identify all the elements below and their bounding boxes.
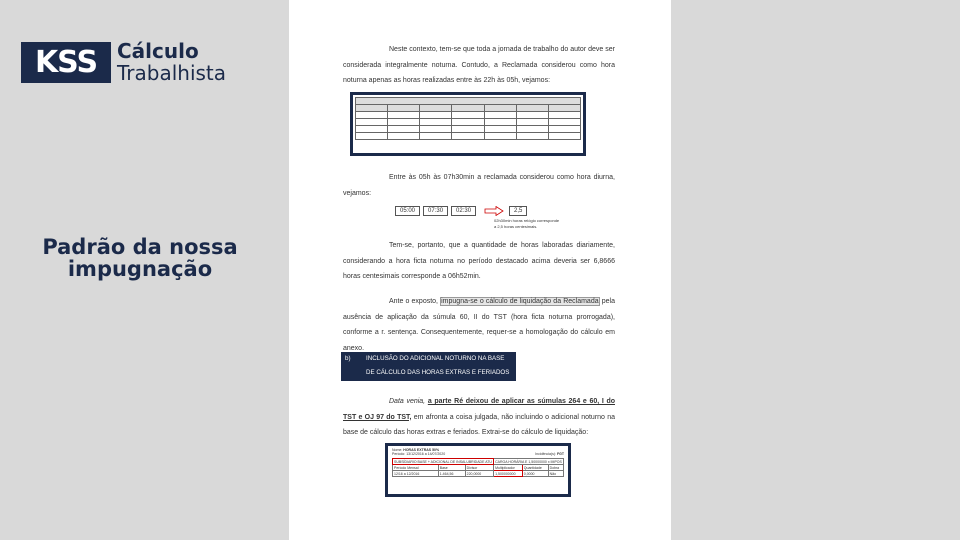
calc-col-period: Período Mensal bbox=[393, 465, 439, 471]
section-title bbox=[366, 352, 509, 380]
paragraph-4 bbox=[343, 294, 615, 356]
paragraph-5 bbox=[343, 394, 615, 441]
left-panel bbox=[0, 0, 289, 540]
flow-cell-diff: 02:30 bbox=[451, 206, 476, 216]
brand-logo bbox=[21, 40, 226, 84]
paragraph-5-start: Data venia, bbox=[389, 398, 426, 405]
flow-note-line1: 02h30min horas relógio corresponde bbox=[494, 218, 560, 223]
paragraph-4-start: Ante o exposto, bbox=[389, 298, 438, 305]
calc-incidence-value: FGT bbox=[557, 452, 564, 456]
calc-col-base: Base bbox=[438, 465, 465, 471]
calc-col-divisor: Divisor bbox=[465, 465, 493, 471]
logo-mark: KSS bbox=[21, 42, 111, 83]
paragraph-1: Neste contexto, tem-se que toda a jornada de trabalho do autor deve ser considerada integralmente noturna. Contudo, a Reclamada considerou como hora noturna apenas as horas realizadas entre às 22h às 05h, vejamos: bbox=[343, 46, 615, 84]
calc-cell-double: Não bbox=[548, 471, 563, 477]
paragraph-3: Tem-se, portanto, que a quantidade de horas laboradas diariamente, considerando a hora ficta noturna no período destacado acima deveria ser 6,8666 horas centesimais corresponde a 06h52min. bbox=[343, 242, 615, 280]
calc-col-multiplier: Multiplicador bbox=[494, 465, 523, 471]
calc-name-label: Nome: bbox=[392, 448, 403, 452]
calc-period-label: Período: bbox=[392, 452, 406, 456]
calc-col-double: Dobra bbox=[548, 465, 563, 471]
brand-name-line2: Trabalhista bbox=[117, 61, 227, 85]
flow-cell-end: 07:30 bbox=[423, 206, 448, 216]
calc-header-base: SUBSÍDIARIO BASE + ADICIONAL DE INSALUBRIDADE ATU bbox=[394, 459, 492, 464]
calc-incidence-label: Incidência(s): bbox=[535, 452, 557, 456]
flow-note-line2: a 2,5 horas centesimais. bbox=[494, 224, 538, 229]
calc-name-value: HORAS EXTRAS 50% bbox=[403, 448, 440, 452]
calc-cell-divisor: 220,0000 bbox=[465, 471, 493, 477]
brand-name-line1: Cálculo bbox=[117, 39, 199, 63]
calc-col-quantity: Quantidade bbox=[522, 465, 548, 471]
calc-table bbox=[392, 458, 564, 477]
calc-cell-base: 1.464,56 bbox=[438, 471, 465, 477]
flow-note bbox=[494, 218, 559, 230]
paragraph-5-underlined: a parte Ré deixou de aplicar as súmulas 264 e 60, I do TST e OJ 97 do TST, bbox=[343, 398, 615, 421]
section-title-line2: DE CÁLCULO DAS HORAS EXTRAS E FERIADOS bbox=[366, 369, 510, 376]
paragraph-5-end: em afronta a coisa julgada, não incluindo o adicional noturno na base de cálculo das horas extras e feriados. Extrai-se do cálculo de liquidação: bbox=[343, 413, 615, 436]
calc-cell-quantity: 0,0000 bbox=[522, 471, 548, 477]
calc-cell-multiplier: 1,500000000 bbox=[494, 471, 523, 477]
schedule-table-image bbox=[350, 92, 586, 156]
arrow-right-icon bbox=[484, 206, 504, 216]
calculation-image bbox=[385, 443, 571, 497]
paragraph-2: Entre às 05h às 07h30min a reclamada considerou como hora diurna, vejamos: bbox=[343, 174, 615, 197]
calc-cell-period: 12/16 a 12/2016 bbox=[393, 471, 439, 477]
calc-period-row bbox=[392, 452, 564, 456]
right-panel bbox=[671, 0, 960, 540]
slide-title-line2: impugnação bbox=[67, 257, 213, 281]
slide-title bbox=[0, 236, 280, 280]
section-heading-b bbox=[341, 352, 516, 381]
document-page bbox=[289, 0, 671, 540]
flow-cell-start: 05:00 bbox=[395, 206, 420, 216]
hours-flow bbox=[395, 206, 530, 216]
calc-period-value: 13/12/2016 a 14/07/2020 bbox=[406, 452, 446, 456]
flow-cell-result: 2,5 bbox=[509, 206, 527, 216]
calc-header-hours: CARGA HORÁRIA E 1,50000000 x IMPOS bbox=[495, 459, 562, 464]
section-title-line1: INCLUSÃO DO ADICIONAL NOTURNO NA BASE bbox=[366, 355, 505, 362]
brand-name bbox=[117, 40, 226, 84]
table-header-band bbox=[356, 98, 581, 105]
section-letter: b) bbox=[345, 355, 351, 362]
slide-title-line1: Padrão da nossa bbox=[42, 235, 238, 259]
highlighted-text: impugna-se o cálculo de liquidação da Reclamada bbox=[441, 298, 599, 305]
paragraph-4-end: pela ausência de aplicação da súmula 60, II do TST (hora ficta noturna prorrogada), conforme a r. sentença. Consequentemente, requer-se a homologação do cálculo em anexo. bbox=[343, 298, 615, 352]
